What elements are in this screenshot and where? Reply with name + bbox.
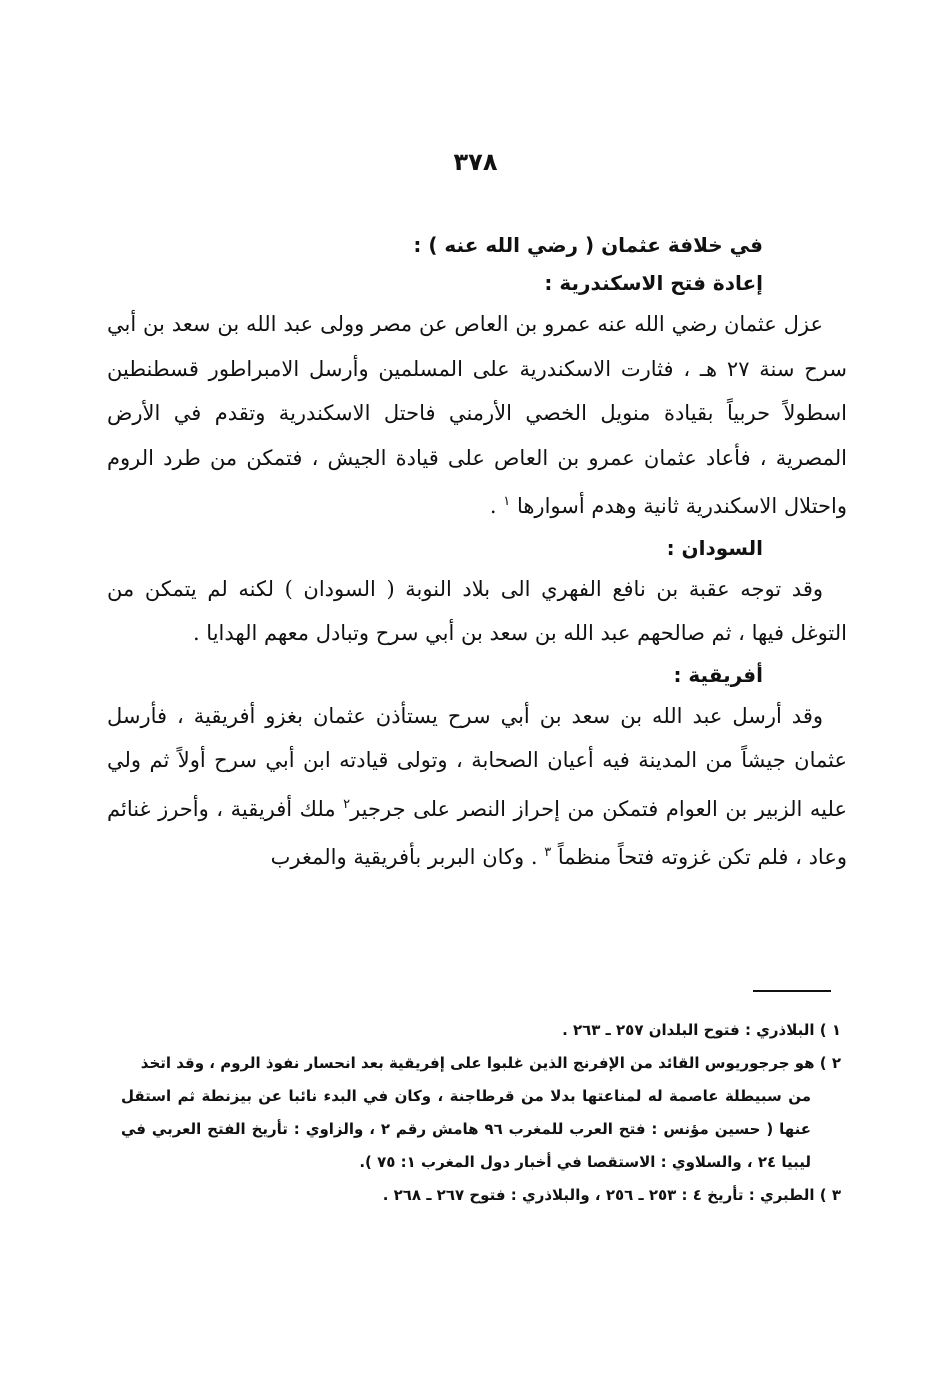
page-number: ٣٧٨ xyxy=(453,148,498,176)
paragraph-sudan: وقد توجه عقبة بن نافع الفهري الى بلاد النوبة ( السودان ) لكنه لم يتمكن من التوغل فيها ، ثم صالحهم عبد الله بن سعد بن أبي سرح وتبادل معهم الهدايا . xyxy=(107,576,847,645)
section-heading-uthman: في خلافة عثمان ( رضي الله عنه ) : xyxy=(413,233,763,257)
paragraph-ifriqiya-text-1: وقد أرسل عبد الله بن سعد بن أبي سرح يستأذن عثمان بغزو أفريقية ، فأرسل عثمان جيشاً من المدينة فيه أعيان الصحابة ، وتولى قيادته ابن أبي سرح أولاً ثم ولي عليه الزبير بن العوام فتمكن من إحراز النصر على جرجير xyxy=(107,703,847,821)
footnote-2-continuation: من سبيطلة عاصمة له لمناعتها بدلا من قرطاجنة ، وكان في البدء نائبا عن بيزنطة ثم استقل عنها ( حسين مؤنس : فتح العرب للمغرب ٩٦ هامش رقم ٢ ، والزاوي : تأريخ الفتح العربي في ليبيا ٢٤ ، والسلاوي : الاستقصا في أخبار دول المغرب ١: ٧٥ ). xyxy=(121,1087,811,1171)
paragraph-ifriqiya xyxy=(107,694,847,880)
footnotes xyxy=(121,1014,841,1212)
section-heading-ifriqiya: أفريقية : xyxy=(673,662,763,687)
footnote-ref-3: ٣ xyxy=(544,845,552,860)
section-subheading-alexandria: إعادة فتح الاسكندرية : xyxy=(544,271,763,295)
paragraph-alexandria-end: . xyxy=(489,494,504,518)
paragraph-alexandria xyxy=(107,302,847,529)
footnote-ref-2: ٢ xyxy=(343,796,351,812)
footnote-1: ١ ) البلاذري : فتوح البلدان ٢٥٧ ـ ٢٦٣ . xyxy=(562,1021,841,1039)
paragraph-alexandria-text: عزل عثمان رضي الله عنه عمرو بن العاص عن مصر وولى عبد الله بن سعد بن أبي سرح سنة ٢٧ هـ ، فثارت الاسكندرية على المسلمين وأرسل الامبراطور قسطنطين اسطولاً حربياً بقيادة منويل الخصي الأرمني فاحتل الاسكندرية وتقدم في الأرض المصرية ، فأعاد عثمان عمرو بن العاص على قيادة الجيش ، فتمكن من طرد الروم واحتلال الاسكندرية ثانية وهدم أسوارها xyxy=(107,312,847,518)
footnote-ref-1: ١ xyxy=(503,494,511,509)
section-heading-sudan: السودان : xyxy=(666,535,763,560)
footnote-3: ٣ ) الطبري : تأريخ ٤ : ٢٥٣ ـ ٢٥٦ ، والبلاذري : فتوح ٢٦٧ ـ ٢٦٨ . xyxy=(382,1186,841,1204)
footnote-divider xyxy=(753,990,831,992)
paragraph-ifriqiya-text-3: . وكان البربر بأفريقية والمغرب xyxy=(270,845,545,869)
main-text xyxy=(107,226,847,880)
paragraph-ifriqiya-text-2: ملك أفريقية ، وأحرز غنائم وعاد ، فلم تكن غزوته فتحاً منظماً xyxy=(107,796,847,869)
footnote-2: ٢ ) هو جرجوريوس القائد من الإفرنج الذين غلبوا على إفريقية بعد انحسار نفوذ الروم ، وقد اتخذ xyxy=(140,1054,841,1072)
